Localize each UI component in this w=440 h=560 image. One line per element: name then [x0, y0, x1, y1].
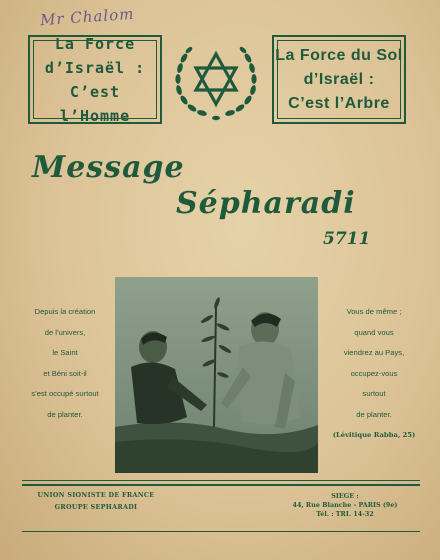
footer-bottom-rule — [22, 531, 420, 532]
quote-left-line: s’est occupé surtout — [31, 389, 99, 398]
motto-left-line: d’Israël : — [44, 58, 146, 77]
motto-box-left — [28, 35, 162, 124]
footer-address-line: SIEGE : — [331, 492, 359, 500]
quote-left-line: et Béni soit-il — [43, 368, 87, 378]
quote-left-line: de l’univers, — [44, 327, 86, 337]
footer-address — [290, 492, 400, 519]
footer-divider — [22, 480, 420, 481]
motto-right-line: C’est l’Arbre — [288, 94, 390, 112]
title-line-1: Message — [32, 150, 185, 185]
quote-right-line: viendrez au Pays, — [343, 348, 405, 357]
footer-org-line: UNION SIONISTE DE FRANCE — [37, 491, 155, 499]
quote-left-line: Depuis la création — [34, 307, 96, 316]
quote-right-line: occupez-vous — [350, 368, 398, 378]
quote-left-line: de planter. — [47, 409, 83, 419]
motto-right-line: d’Israël : — [303, 70, 375, 88]
quote-right-line: Vous de même ; — [346, 307, 402, 316]
year-label: 5711 — [323, 229, 371, 249]
footer-organization — [36, 489, 156, 513]
footer-address-line: 44, Rue Blanche - PARIS (9e) — [292, 501, 398, 509]
two-boys-planting-tree-photo — [115, 277, 318, 473]
quote-left — [20, 302, 110, 425]
motto-box-right — [272, 35, 406, 124]
title-line-2: Sépharadi — [176, 186, 356, 221]
quote-left-line: le Saint — [52, 348, 78, 357]
quote-right-line: de planter. — [356, 409, 392, 419]
quote-right-line: surtout — [362, 389, 386, 398]
quote-right-line: quand vous — [354, 327, 394, 337]
quote-citation: (Lévitique Rabba, 25) — [332, 431, 416, 439]
motto-left-line: C’est l’Homme — [59, 82, 131, 125]
star-of-david-wreath-icon — [162, 28, 270, 128]
footer-org-line: GROUPE SEPHARADI — [54, 503, 138, 511]
motto-left-line: La Force — [54, 34, 136, 53]
footer-address-line: Tél. : TRI. 14-32 — [316, 510, 374, 518]
quote-right — [321, 302, 427, 446]
handwritten-note: Mr Chalom — [39, 4, 135, 30]
motto-right-line: La Force du Sol — [275, 46, 403, 64]
footer-divider — [22, 484, 420, 486]
